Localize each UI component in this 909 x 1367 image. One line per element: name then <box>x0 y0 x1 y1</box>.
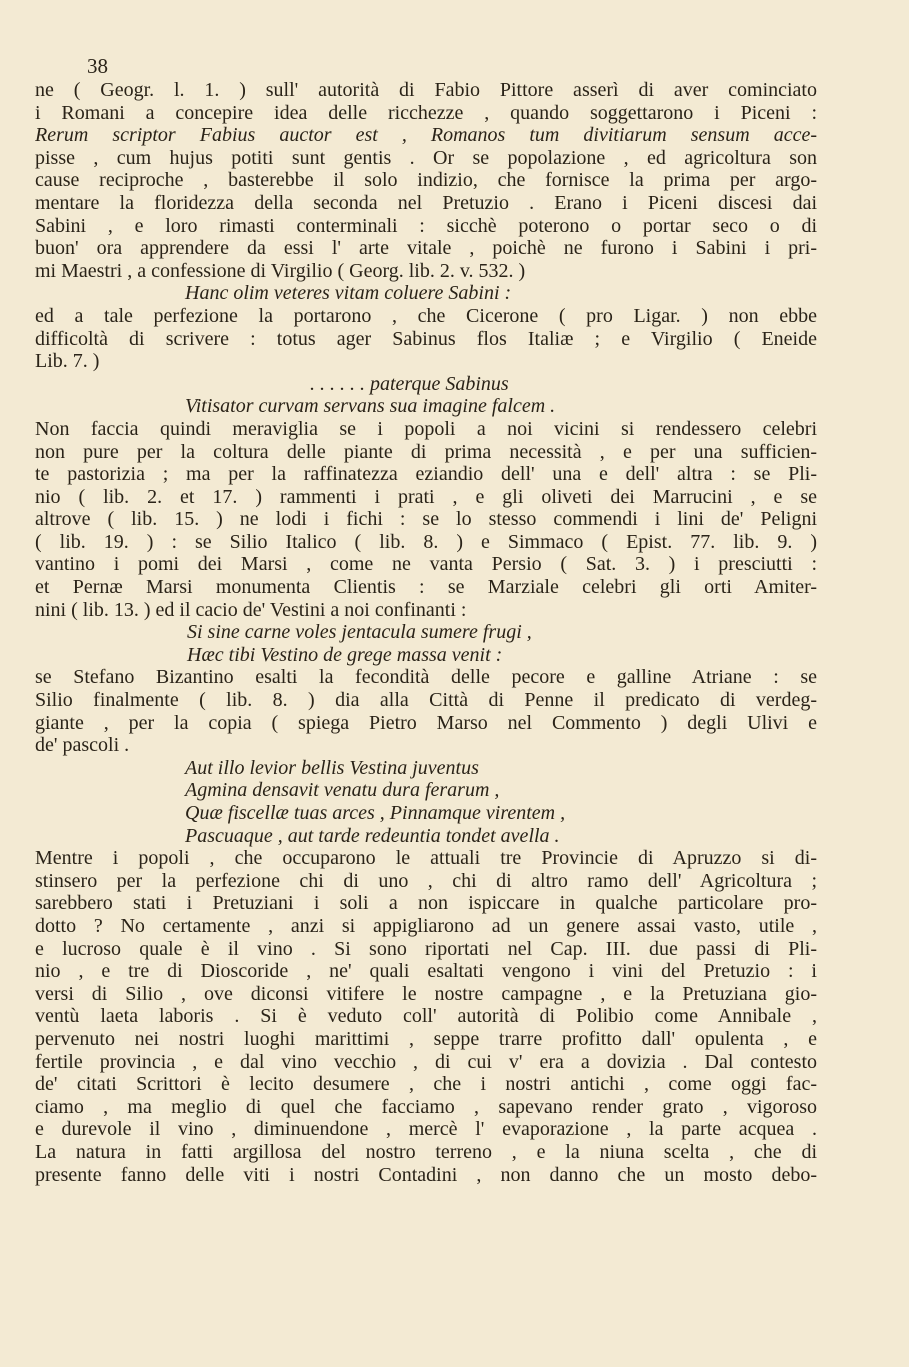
text-line: giante , per la copia ( spiega Pietro Marso nel Commento ) degli Ulivi e <box>35 711 817 734</box>
page-number: 38 <box>87 54 108 78</box>
verse-line: Hæc tibi Vestino de grege massa venit : <box>187 643 503 666</box>
text-line: nio ( lib. 2. et 17. ) rammenti i prati , e gli oliveti dei Marrucini , e se <box>35 485 817 508</box>
text-line: nini ( lib. 13. ) ed il cacio de' Vestini a noi confinanti : <box>35 598 467 621</box>
text-line: Rerum scriptor Fabius auctor est , Romanos tum divitiarum sensum acce- <box>35 124 817 147</box>
body-text <box>35 79 817 1186</box>
text-line: La natura in fatti argillosa del nostro terreno , e la niuna scelta , che di <box>35 1140 817 1163</box>
text-line: Non faccia quindi meraviglia se i popoli a noi vicini si rendessero celebri <box>35 417 817 440</box>
text-line: ciamo , ma meglio di quel che facciamo , sapevano render grato , vigoroso <box>35 1095 817 1118</box>
text-line: ed a tale perfezione la portarono , che Cicerone ( pro Ligar. ) non ebbe <box>35 304 817 327</box>
text-line: de' pascoli . <box>35 734 130 757</box>
verse-line: . . . . . . paterque Sabinus <box>310 372 509 395</box>
text-line: de' citati Scrittori è lecito desumere , che i nostri antichi , come oggi fac- <box>35 1073 817 1096</box>
text-line: stinsero per la perfezione chi di uno , chi di altro ramo dell' Agricoltura ; <box>35 869 817 892</box>
text-line: difficoltà di scrivere : totus ager Sabinus flos Italiæ ; e Virgilio ( Eneide <box>35 327 817 350</box>
text-line: ( lib. 19. ) : se Silio Italico ( lib. 8. ) e Simmaco ( Epist. 77. lib. 9. ) <box>35 530 817 553</box>
text-line: non pure per la coltura delle piante di prima necessità , e per una sufficien- <box>35 440 817 463</box>
verse-line: Agmina densavit venatu dura ferarum , <box>185 779 500 802</box>
text-line: i Romani a concepire idea delle ricchezze , quando soggettarono i Piceni : <box>35 101 817 124</box>
text-line: fertile provincia , e dal vino vecchio , di cui v' era a dovizia . Dal contesto <box>35 1050 817 1073</box>
text-line: e durevole il vino , diminuendone , mercè l' evaporazione , la parte acquea . <box>35 1118 817 1141</box>
text-line: mi Maestri , a confessione di Virgilio ( Georg. lib. 2. v. 532. ) <box>35 259 526 282</box>
text-line: sarebbero stati i Pretuziani i soli a non ispiccare in qualche particolare pro- <box>35 892 817 915</box>
text-line: et Pernæ Marsi monumenta Clientis : se Marziale celebri gli orti Amiter- <box>35 576 817 599</box>
text-line: presente fanno delle viti i nostri Contadini , non danno che un mosto debo- <box>35 1163 817 1186</box>
text-line: nio , e tre di Dioscoride , ne' quali esaltati vengono i vini del Pretuzio : i <box>35 960 817 983</box>
text-line: pisse , cum hujus potiti sunt gentis . Or se popolazione , ed agricoltura son <box>35 146 817 169</box>
text-line: e lucroso quale è il vino . Si sono riportati nel Cap. III. due passi di Pli- <box>35 937 817 960</box>
text-line: se Stefano Bizantino esalti la fecondità delle pecore e galline Atriane : se <box>35 666 817 689</box>
text-line: cause reciproche , basterebbe il solo indizio, che fornisce la prima per argo- <box>35 169 817 192</box>
text-line: dotto ? No certamente , anzi si appigliarono ad un genere assai vasto, utile , <box>35 914 817 937</box>
verse-line: Quæ fiscellæ tuas arces , Pinnamque virentem , <box>185 802 566 824</box>
text-line: Silio finalmente ( lib. 8. ) dia alla Città di Penne il predicato di verdeg- <box>35 689 817 712</box>
verse-line: Pascuaque , aut tarde redeuntia tondet avella . <box>185 824 560 847</box>
verse-line: Vitisator curvam servans sua imagine falcem . <box>185 395 556 418</box>
verse-line: Hanc olim veteres vitam coluere Sabini : <box>185 282 512 305</box>
verse-line: Aut illo levior bellis Vestina juventus <box>185 756 479 779</box>
text-line: vantino i pomi dei Marsi , come ne vanta Persio ( Sat. 3. ) i presciutti : <box>35 553 817 576</box>
text-line: ventù laeta laboris . Si è veduto coll' autorità di Polibio come Annibale , <box>35 1005 817 1028</box>
text-line: mentare la floridezza della seconda nel Pretuzio . Erano i Piceni discesi dai <box>35 191 817 214</box>
text-line: Lib. 7. ) <box>35 350 100 373</box>
text-line: buon' ora apprendere da essi l' arte vitale , poichè ne furono i Sabini i pri- <box>35 237 817 260</box>
text-line: Sabini , e loro rimasti conterminali : sicchè poterono o portar seco o di <box>35 214 817 237</box>
text-line: pervenuto nei nostri luoghi marittimi , seppe trarre profitto dall' opulenta , e <box>35 1027 817 1050</box>
text-line: Mentre i popoli , che occuparono le attuali tre Provincie di Apruzzo si di- <box>35 847 817 870</box>
text-line: ne ( Geogr. l. 1. ) sull' autorità di Fabio Pittore asserì di aver cominciato <box>35 79 817 101</box>
verse-line: Si sine carne voles jentacula sumere frugi , <box>187 621 532 644</box>
text-line: te pastorizia ; ma per la raffinatezza eziandio dell' una e dell' altra : se Pli- <box>35 463 817 486</box>
text-line: versi di Silio , ove diconsi vitifere le nostre campagne , e la Pretuziana gio- <box>35 982 817 1005</box>
text-line: altrove ( lib. 15. ) ne lodi i fichi : se lo stesso commendi i lini de' Peligni <box>35 508 817 531</box>
